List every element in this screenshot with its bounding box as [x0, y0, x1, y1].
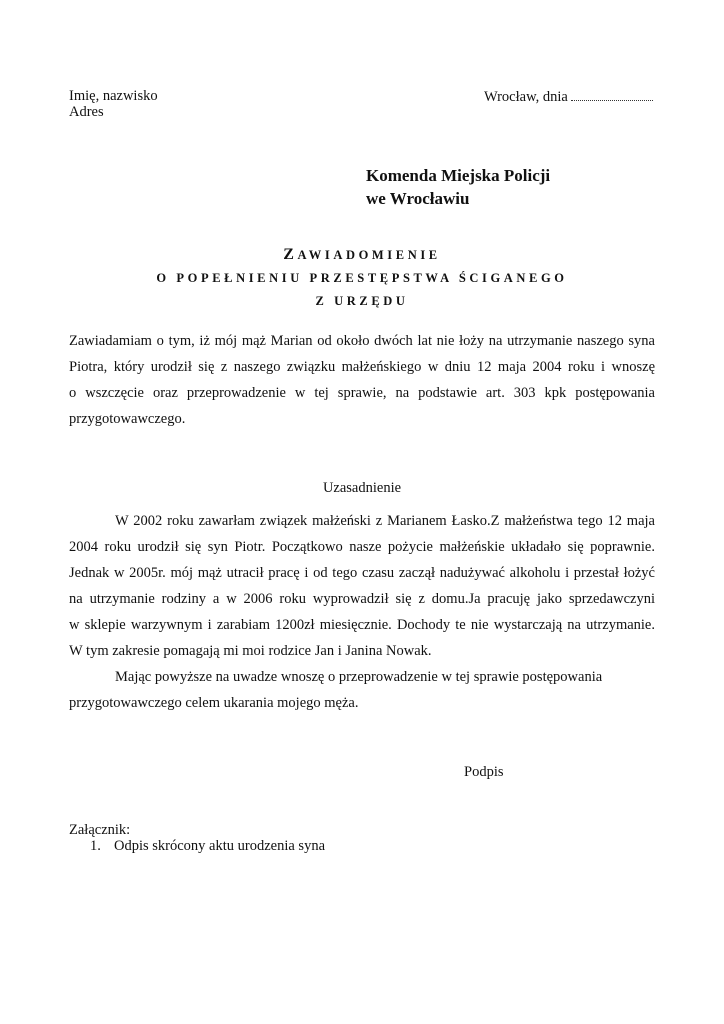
- justification-line: przygotowawczego celem ukarania mojego męża.: [69, 695, 359, 711]
- justification-line: Jednak w 2005r. mój mąż utracił pracę i od tego czasu zaczął nadużywać alkoholu i przestał łożyć: [69, 565, 655, 581]
- notice-line: Piotra, który urodził się z naszego związku małżeńskiego w dniu 12 maja 2004 roku i wnoszę: [69, 359, 655, 375]
- recipient: [366, 164, 550, 210]
- justification-line: w sklepie warzywnym i zarabiam 1200zł miesięcznie. Dochody te nie wystarczają na utrzymanie.: [69, 617, 655, 633]
- place-date: [484, 88, 653, 106]
- title-word: AWIADOMIENIE: [297, 248, 441, 262]
- document-title: [69, 246, 655, 264]
- justification-line: W 2002 roku zawarłam związek małżeński z Marianem Łasko.Z małżeństwa tego 12 maja: [115, 513, 655, 529]
- justification-heading: Uzasadnienie: [322, 480, 402, 496]
- notice-line: o wszczęcie oraz przeprowadzenie w tej sprawie, na podstawie art. 303 kpk postępowania: [69, 385, 655, 401]
- recipient-line-2: we Wrocławiu: [366, 189, 470, 208]
- justification-line: Mając powyższe na uwadze wnoszę o przeprowadzenie w tej sprawie postępowania: [115, 669, 603, 685]
- signature-label: Podpis: [464, 764, 504, 780]
- justification-line: na utrzymanie rodziny a w 2006 roku wyprowadził się z domu.Ja pracuję jako sprzedawczyni: [69, 591, 655, 607]
- notice-paragraph: [69, 328, 655, 432]
- attachment-item: [90, 838, 325, 855]
- title-line-3: Z URZĘDU: [315, 294, 409, 308]
- sender-address-label: Adres: [69, 104, 104, 120]
- place-date-label: Wrocław, dnia: [484, 89, 568, 105]
- attachments-label: Załącznik:: [69, 822, 131, 838]
- attachment-number: 1.: [90, 838, 101, 854]
- attachment-text: Odpis skrócony aktu urodzenia syna: [114, 838, 326, 854]
- recipient-line-1: Komenda Miejska Policji: [366, 166, 551, 185]
- justification-line: 2004 roku urodził się syn Piotr. Początkowo nasze pożycie małżeńskie układało się poprawnie.: [69, 539, 655, 555]
- date-fill-line: [571, 88, 653, 101]
- sender-name-label: Imię, nazwisko: [69, 88, 158, 104]
- notice-line: przygotowawczego.: [69, 411, 186, 427]
- notice-line: Zawiadamiam o tym, iż mój mąż Marian od około dwóch lat nie łoży na utrzymanie naszego syna: [69, 333, 655, 349]
- title-line-2: O POPEŁNIENIU PRZESTĘPSTWA ŚCIGANEGO: [156, 271, 568, 285]
- title-initial: Z: [283, 246, 298, 263]
- justification-paragraph-1: [69, 508, 655, 664]
- justification-line: W tym zakresie pomagają mi moi rodzice Jan i Janina Nowak.: [69, 643, 432, 659]
- justification-paragraph-2: [69, 664, 655, 716]
